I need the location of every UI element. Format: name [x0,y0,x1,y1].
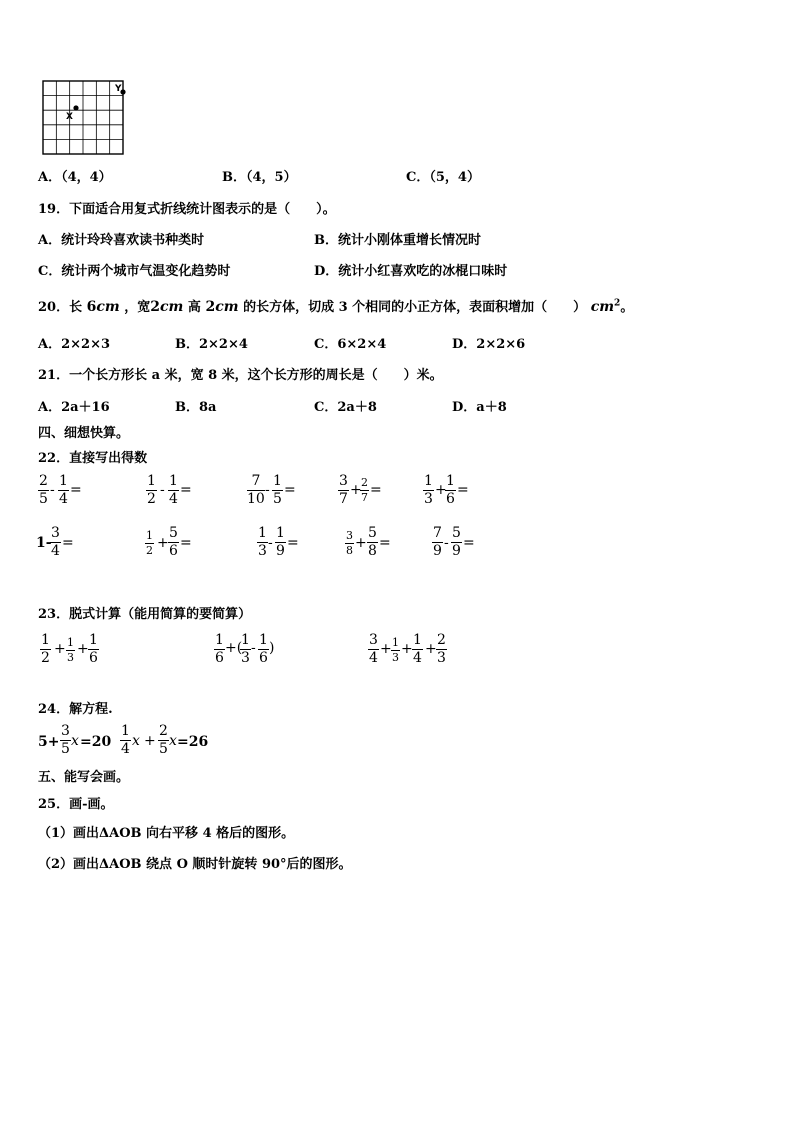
q20-option-d: D．2×2×6 [452,337,526,352]
q18-option-c: C．（5，4） [406,170,480,185]
q18-option-b: B．（4，5） [222,170,297,185]
q20-option-b: B．2×2×4 [175,337,248,352]
q25-sub-2: （2）画出ΔAOB 绕点 O 顺时针旋转 90°后的图形。 [38,857,352,872]
coordinate-grid-figure [40,78,130,158]
q19-option-c: C．统计两个城市气温变化趋势时 [38,264,231,279]
exam-page: Y X A．（4，4） B．（4，5） C．（5，4） 19．下面适合用复式折线统计图表示的是（ ）。 A．统计玲玲喜欢读书种类时 B．统计小刚体重增长情况时 C．统计两个城市气温变化趋势时 D．统计小红喜欢吃的冰棍口味时 20．长 6cm ，宽2cm 高 2cm 的长方体，切成 3 个相同的小正方体，表面积增加（ ） $cm^2$。 A．2×2×3 B．2×2×4 C．6×2×4 D．2×2×6 21．一个长方形长 a 米，宽 8 米，这个长方形的周长是（ ）米。 A．2a＋16 B．8a C．2a＋8 D．a＋8 四、细想快算。 22．直接写出得数 2 5 - 1 4 = 1 2 - 1 4 = 7 10 - 1 5 = 3 7 + 2 7 = 1 3 + 1 6 = 1- 3 4 = 1 2 + 5 6 = 1 3 - 1 9 = 3 8 + 5 8 = 7 9 - 5 9 = 23．脱式计算（能用简算的要简算） 1 2 + 1 3 + 1 6 1 6 +( 1 3 - 1 6 ) 3 4 + 1 3 + 1 4 + 2 3 24．解方程. 5+ 3 5 x =20 1 4 x + 2 5 x =26 五、能写会画。 25．画-画。 （1）画出ΔAOB 向右平移 4 格后的图形。 （2）画出ΔAOB 绕点 O 顺时针旋转 90°后的图形。 [0,0,794,1123]
section-5-title: 五、能写会画。 [38,770,130,785]
q21-stem: 21．一个长方形长 a 米，宽 8 米，这个长方形的周长是（ ）米。 [38,368,443,383]
label-y: Y [115,84,122,94]
q25-sub-1: （1）画出ΔAOB 向右平移 4 格后的图形。 [38,826,295,841]
q20-stem: 20．长 6cm ，宽2cm 高 2cm 的长方体，切成 3 个相同的小正方体，表面积增加（ ） $cm^2$。 [38,298,634,315]
q19-stem: 19．下面适合用复式折线统计图表示的是（ ）。 [38,202,336,217]
q23-stem: 23．脱式计算（能用简算的要简算） [38,607,252,622]
q18-option-a: A．（4，4） [38,170,112,185]
q19-option-d: D．统计小红喜欢吃的冰棍口味时 [314,264,508,279]
q22-stem: 22．直接写出得数 [38,451,148,466]
q25-stem: 25．画-画。 [38,797,114,812]
q21-option-b: B．8a [175,400,217,415]
q19-option-a: A．统计玲玲喜欢读书种类时 [38,233,205,248]
q19-option-b: B．统计小刚体重增长情况时 [314,233,481,248]
section-4-title: 四、细想快算。 [38,426,130,441]
q21-option-a: A．2a＋16 [38,400,110,415]
q21-option-d: D．a＋8 [452,400,507,415]
label-x: X [66,112,73,122]
point-x [73,105,78,110]
q21-option-c: C．2a＋8 [314,400,377,415]
q24-stem: 24．解方程. [38,702,113,717]
q20-option-c: C．6×2×4 [314,337,387,352]
q20-option-a: A．2×2×3 [38,337,111,352]
